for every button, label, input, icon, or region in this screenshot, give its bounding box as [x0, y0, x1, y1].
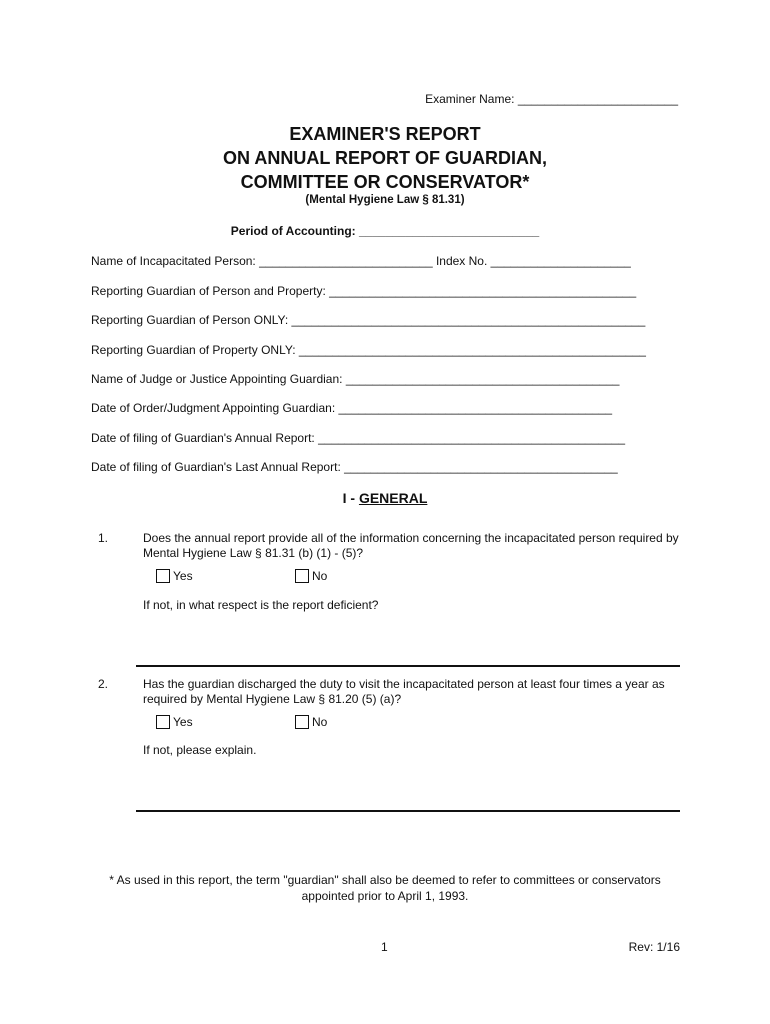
- question-1-yes-checkbox[interactable]: [156, 569, 170, 583]
- period-of-accounting-field[interactable]: Period of Accounting: ___________________________: [230, 224, 540, 238]
- question-1-no-label: No: [312, 569, 328, 583]
- question-2-yes-checkbox[interactable]: [156, 715, 170, 729]
- question-1-text: Does the annual report provide all of the information concerning the incapacitated person required by Mental Hygiene Law § 81.31 (b) (1) - (5)?: [143, 531, 679, 560]
- question-2-text: Has the guardian discharged the duty to visit the incapacitated person at least four times a year as required by Mental Hygiene Law § 81.20 (5) (a)?: [143, 677, 665, 706]
- question-1-followup: If not, in what respect is the report deficient?: [143, 598, 379, 612]
- page-number: 1: [381, 940, 388, 954]
- statute-reference: (Mental Hygiene Law § 81.31): [305, 194, 465, 206]
- footnote-line-2: appointed prior to April 1, 1993.: [301, 889, 469, 903]
- guardian-person-only-field[interactable]: Reporting Guardian of Person ONLY: _____________________________________________________: [91, 313, 646, 327]
- report-title-line-2: ON ANNUAL REPORT OF GUARDIAN,: [223, 148, 547, 168]
- section-title: GENERAL: [358, 490, 428, 506]
- question-1-yes-label: Yes: [173, 569, 193, 583]
- question-1-answer-line[interactable]: [136, 665, 680, 667]
- annual-report-filing-date-field[interactable]: Date of filing of Guardian's Annual Report: ______________________________________________: [91, 431, 626, 445]
- section-prefix: I -: [342, 490, 359, 506]
- revision-label: Rev: 1/16: [628, 940, 680, 954]
- question-2-no-checkbox[interactable]: [295, 715, 309, 729]
- examiner-name-field[interactable]: Examiner Name: ________________________: [425, 92, 678, 106]
- last-annual-report-filing-date-field[interactable]: Date of filing of Guardian's Last Annual Report: _________________________________________: [91, 460, 618, 474]
- footnote-line-1: * As used in this report, the term "guardian" shall also be deemed to refer to committees or conservators: [109, 873, 661, 887]
- question-2-number: 2.: [98, 677, 109, 691]
- question-2-no-label: No: [312, 715, 328, 729]
- question-1-no-option[interactable]: [295, 569, 327, 583]
- report-title-line-3: COMMITTEE OR CONSERVATOR*: [240, 172, 530, 192]
- appointing-judge-field[interactable]: Name of Judge or Justice Appointing Guardian: _________________________________________: [91, 372, 620, 386]
- guardian-person-property-field[interactable]: Reporting Guardian of Person and Property: ______________________________________________: [91, 284, 637, 298]
- question-2-no-option[interactable]: [295, 715, 327, 729]
- report-title-line-1: EXAMINER'S REPORT: [289, 124, 481, 144]
- question-1-number: 1.: [98, 531, 109, 545]
- question-2-yes-label: Yes: [173, 715, 193, 729]
- question-2-answer-line[interactable]: [136, 810, 680, 812]
- order-date-field[interactable]: Date of Order/Judgment Appointing Guardian: _________________________________________: [91, 401, 613, 415]
- question-1-yes-option[interactable]: [156, 569, 193, 583]
- incapacitated-person-field[interactable]: Name of Incapacitated Person: __________________________ Index No. _____________________: [91, 254, 631, 268]
- guardian-property-only-field[interactable]: Reporting Guardian of Property ONLY: ____________________________________________________: [91, 343, 646, 357]
- question-2-followup: If not, please explain.: [143, 743, 257, 757]
- question-1-no-checkbox[interactable]: [295, 569, 309, 583]
- question-2-yes-option[interactable]: [156, 715, 193, 729]
- section-heading: [0, 490, 770, 506]
